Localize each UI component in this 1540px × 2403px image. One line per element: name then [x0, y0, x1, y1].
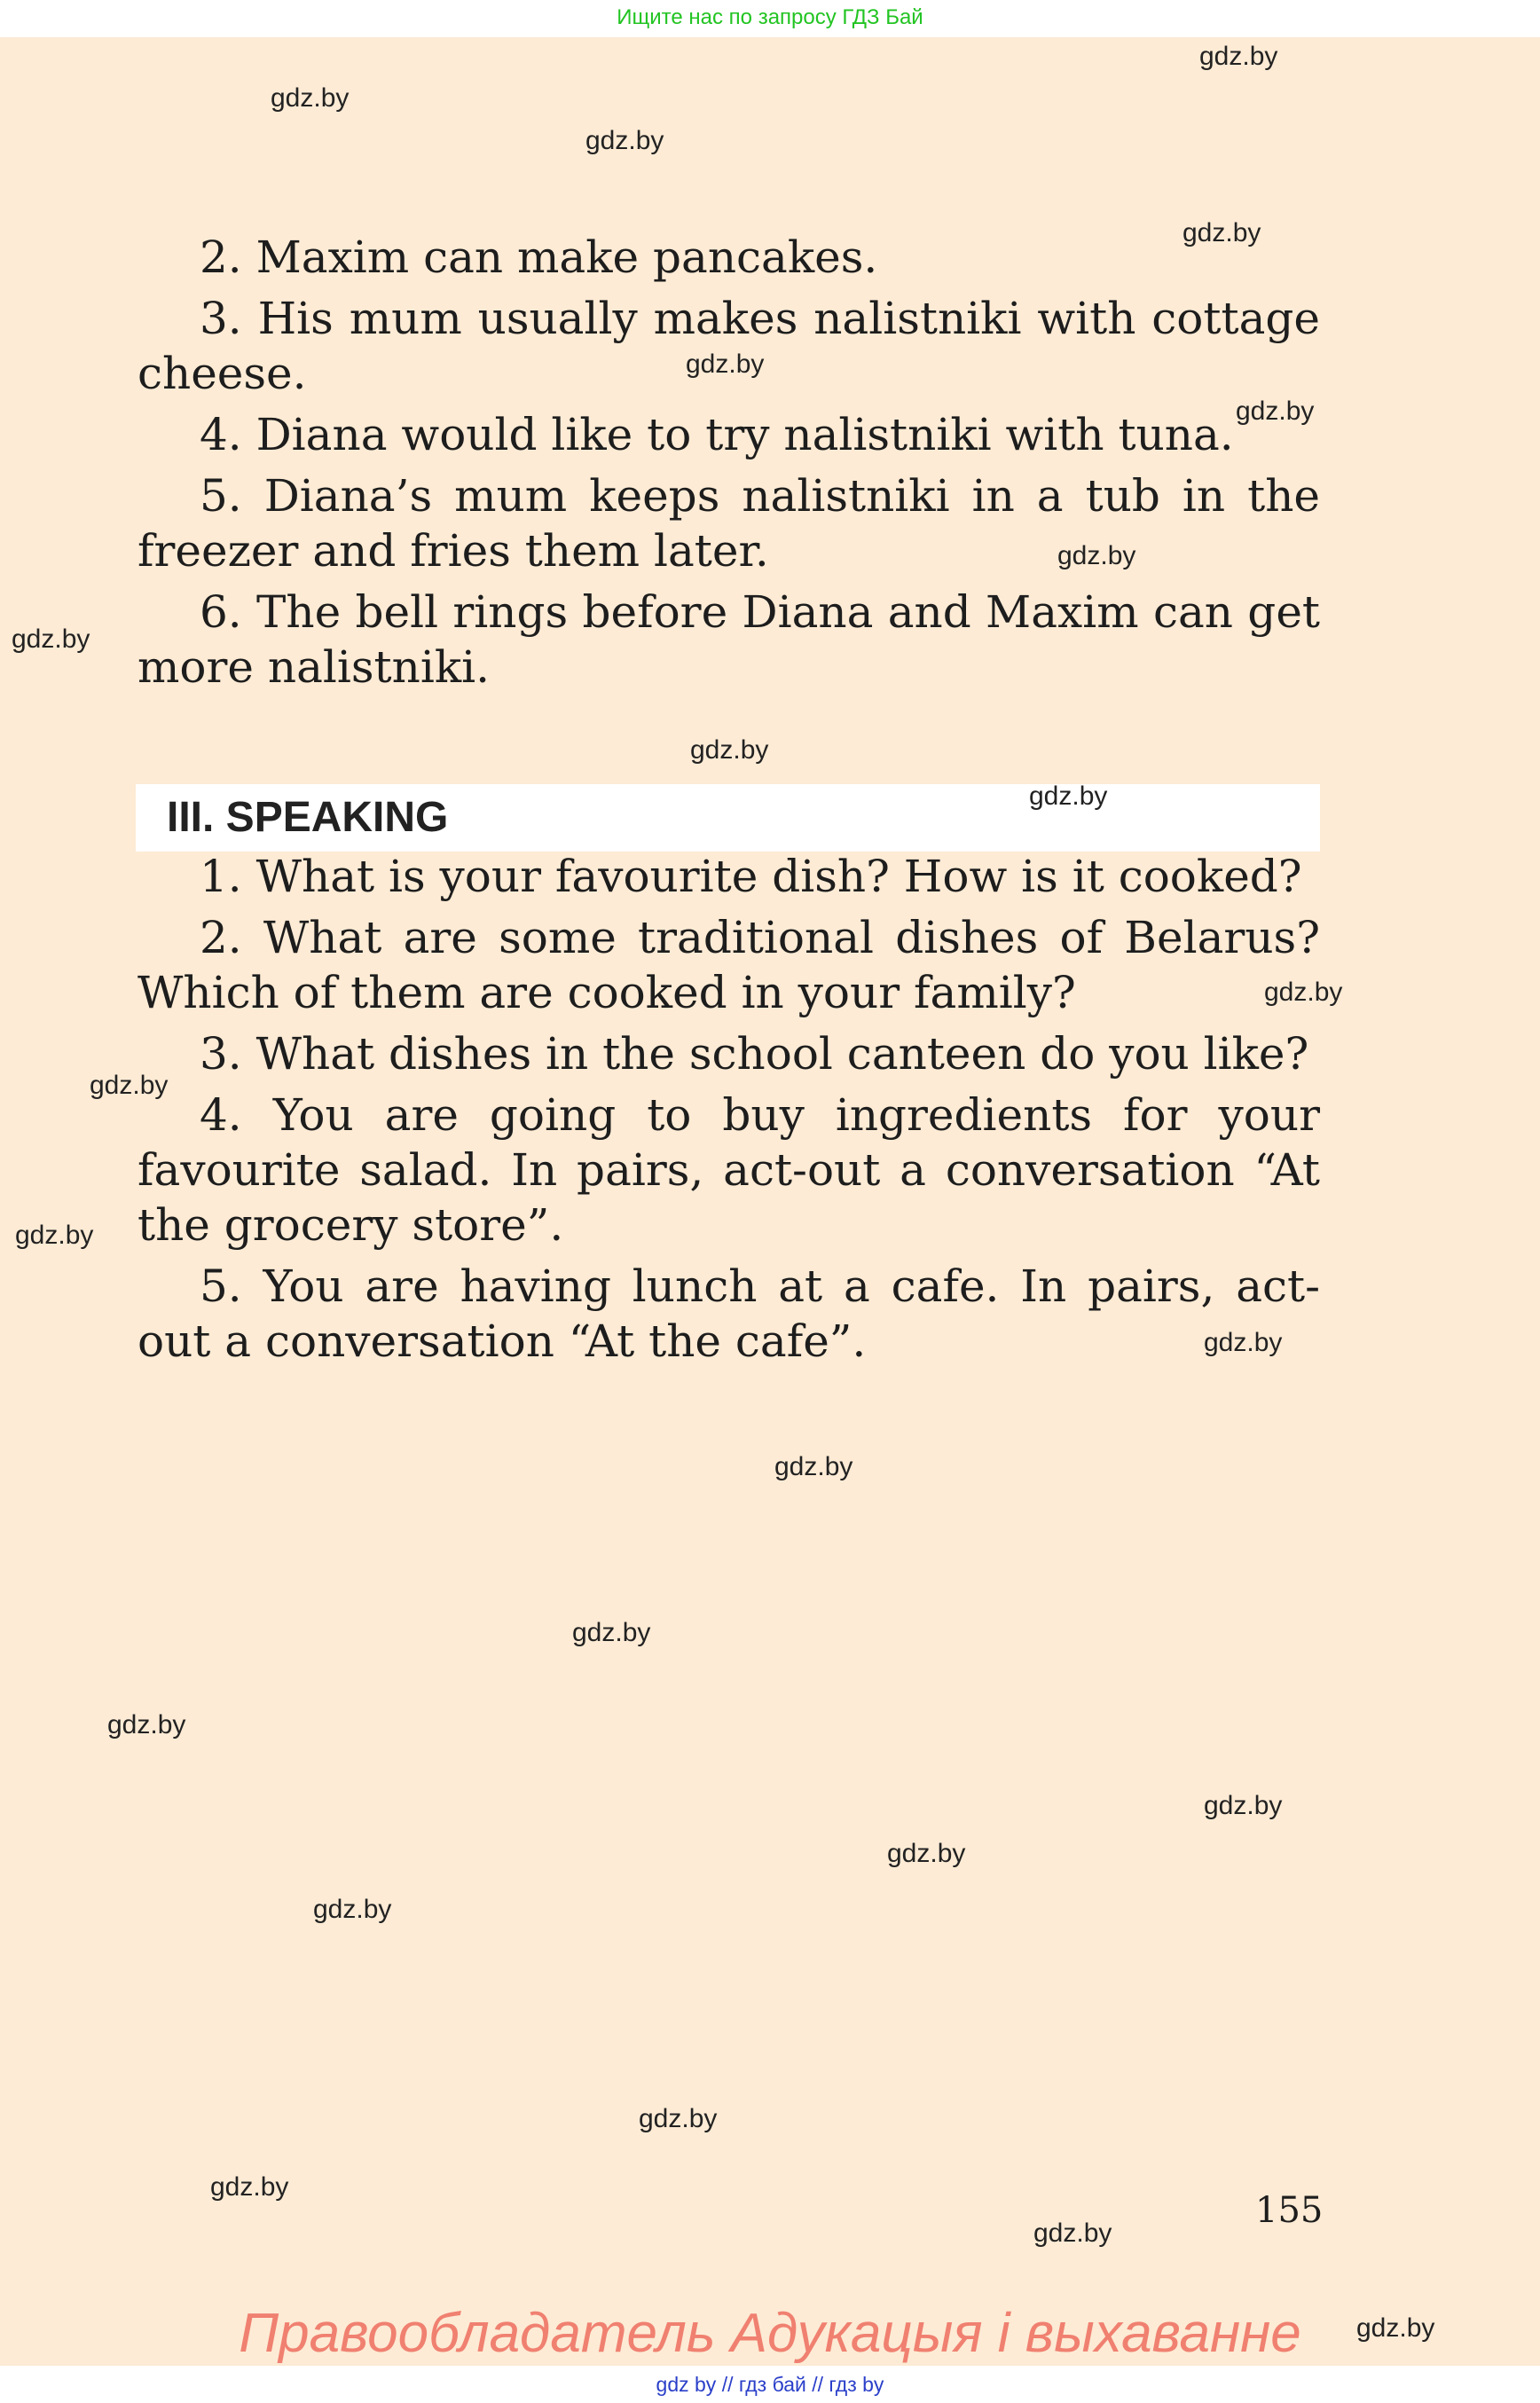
watermark: gdz.by: [15, 1221, 94, 1250]
watermark: gdz.by: [1199, 42, 1278, 71]
speaking-task: 5. You are having lunch at a cafe. In pairs, act-out a conversation “At the cafe”.: [138, 1260, 1320, 1367]
watermark: gdz.by: [1204, 1328, 1283, 1357]
watermark: gdz.by: [210, 2172, 289, 2202]
watermark: gdz.by: [1029, 781, 1108, 811]
watermark: gdz.by: [686, 349, 765, 379]
copyright-notice: Правообладатель Адукацыя і выхаванне: [239, 2303, 1301, 2364]
watermark: gdz.by: [12, 624, 90, 654]
watermark: gdz.by: [1182, 218, 1261, 247]
answer-item: 2. Maxim can make pancakes.: [200, 232, 878, 283]
watermark: gdz.by: [1033, 2218, 1112, 2248]
watermark: gdz.by: [1236, 397, 1315, 426]
watermark: gdz.by: [271, 83, 350, 113]
speaking-task: 1. What is your favourite dish? How is it cooked?: [200, 851, 1302, 902]
watermark: gdz.by: [1264, 978, 1343, 1007]
speaking-task: 2. What are some traditional dishes of Belarus? Which of them are cooked in your family?: [138, 912, 1320, 1018]
top-banner: Ищите нас по запросу ГДЗ Бай: [0, 0, 1540, 37]
watermark: gdz.by: [887, 1839, 966, 1868]
watermark: gdz.by: [572, 1618, 651, 1647]
section-header: [136, 784, 1320, 852]
answer-item: 4. Diana would like to try nalistniki with tuna.: [200, 409, 1234, 460]
watermark: gdz.by: [1057, 541, 1136, 570]
speaking-task: 3. What dishes in the school canteen do you like?: [200, 1028, 1309, 1080]
watermark: gdz.by: [1204, 1791, 1283, 1820]
watermark: gdz.by: [639, 2104, 718, 2133]
answer-item: 5. Diana’s mum keeps nalistniki in a tub in the freezer and fries them later.: [138, 470, 1320, 577]
textbook-page: [0, 37, 1540, 2366]
section-title: III. SPEAKING: [167, 794, 449, 841]
answer-item: 6. The bell rings before Diana and Maxim can get more nalistniki.: [138, 586, 1320, 693]
watermark: gdz.by: [585, 126, 664, 155]
watermark: gdz.by: [107, 1710, 186, 1739]
watermark: gdz.by: [690, 735, 769, 765]
watermark: gdz.by: [90, 1071, 169, 1100]
watermark: gdz.by: [774, 1452, 853, 1481]
speaking-task: 4. You are going to buy ingredients for your favourite salad. In pairs, act-out a conversation “At the grocery store”.: [138, 1089, 1320, 1251]
watermark: gdz.by: [1356, 2313, 1435, 2343]
page-number: 155: [1255, 2190, 1324, 2231]
bottom-links[interactable]: gdz by // гдз бай // гдз by: [0, 2366, 1540, 2403]
watermark: gdz.by: [313, 1895, 392, 1924]
answer-item: 3. His mum usually makes nalistniki with cottage cheese.: [138, 293, 1320, 399]
